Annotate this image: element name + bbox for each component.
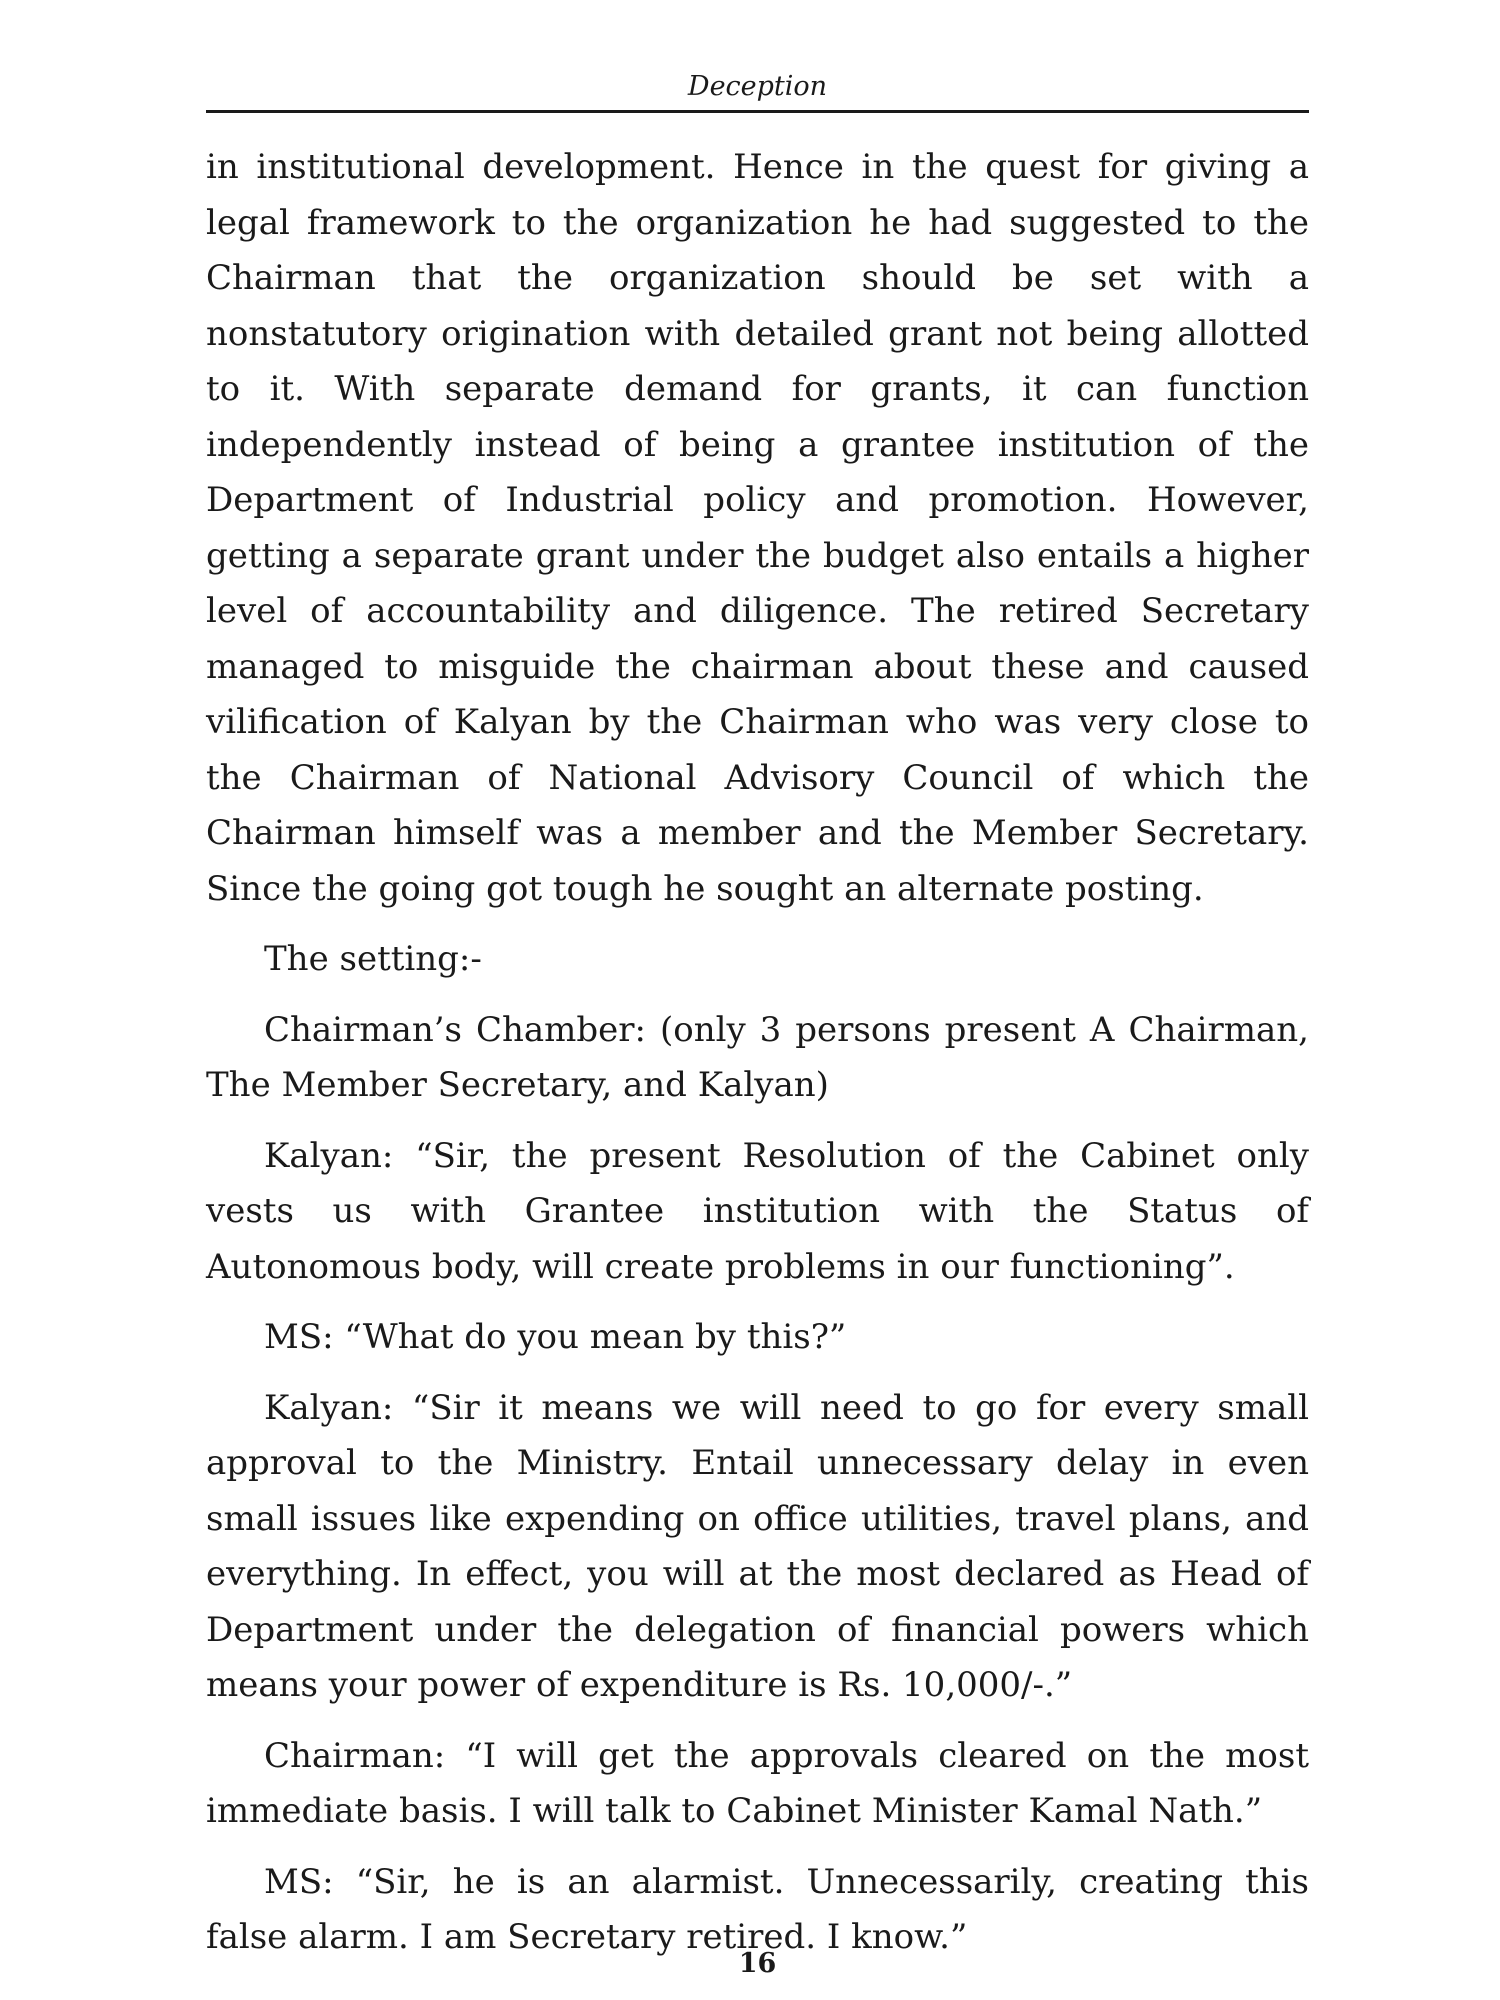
paragraph: Chairman: “I will get the approvals cleared on the most immediate basis. I will talk to Cabinet Minister Kamal Nath.” xyxy=(206,1735,1309,1831)
paragraph: The setting:- xyxy=(264,939,482,979)
paragraph: MS: “Sir, he is an alarmist. Unnecessarily, creating this false alarm. I am Secretary retired. I know.” xyxy=(206,1861,1309,1957)
running-header: Deception xyxy=(687,71,828,102)
paragraph: Kalyan: “Sir it means we will need to go for every small approval to the Ministry. Entail unnecessary delay in even small issues like expending on office utilities, travel plans, and everything. In effect, you will at the most declared as Head of Department under the delegation of financial powers which means your power of expenditure is Rs. 10,000/-.” xyxy=(206,1387,1309,1705)
paragraph: in institutional development. Hence in the quest for giving a legal framework to the organization he had suggested to the Chairman that the organization should be set with a nonstatutory origination with detailed grant not being allotted to it. With separate demand for grants, it can function independently instead of being a grantee institution of the Department of Industrial policy and promotion. However, getting a separate grant under the budget also entails a higher level of accountability and diligence. The retired Secretary managed to misguide the chairman about these and caused vilification of Kalyan by the Chairman who was very close to the Chairman of National Advisory Council of which the Chairman himself was a member and the Member Secretary. Since the going got tough he sought an alternate posting. xyxy=(206,147,1309,909)
paragraph: Kalyan: “Sir, the present Resolution of the Cabinet only vests us with Grantee institution with the Status of Autonomous body, will create problems in our functioning”. xyxy=(206,1135,1309,1287)
paragraph: Chairman’s Chamber: (only 3 persons present A Chairman, The Member Secretary, and Kalyan) xyxy=(206,1009,1309,1105)
header-rule xyxy=(206,110,1309,113)
page-number: 16 xyxy=(738,1948,777,1979)
paragraph: MS: “What do you mean by this?” xyxy=(264,1317,847,1357)
body-text xyxy=(206,140,1309,1966)
